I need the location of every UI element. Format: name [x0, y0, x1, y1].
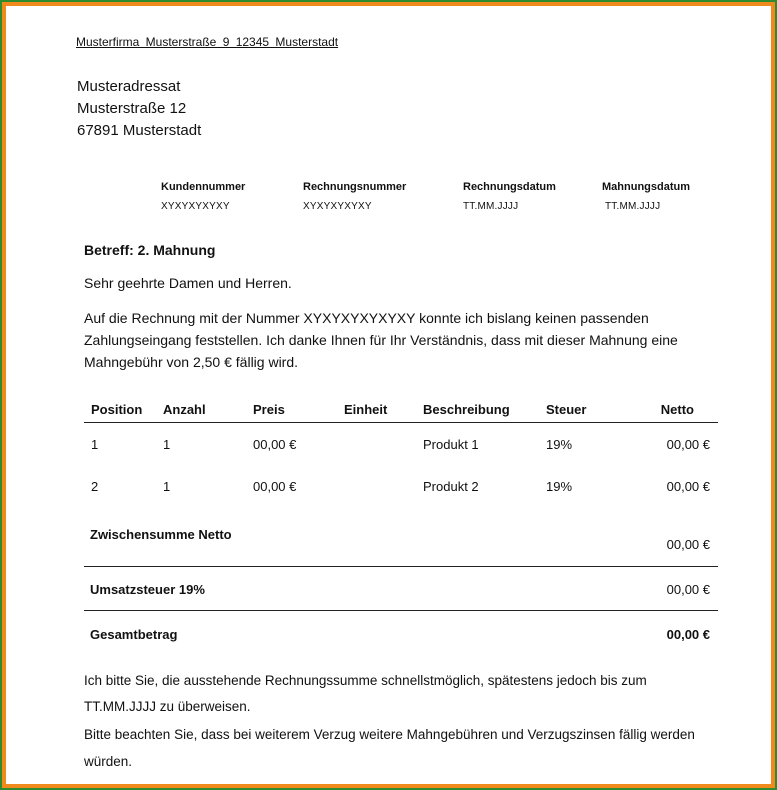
col-header-net: Netto — [660, 402, 694, 417]
invoice-date-value: TT.MM.JJJJ — [463, 201, 519, 212]
cell-tax: 19% — [546, 437, 573, 452]
reminder-date-label: Mahnungsdatum — [602, 181, 690, 193]
col-header-unit: Einheit — [344, 402, 388, 417]
total-label: Gesamtbetrag — [90, 627, 178, 642]
col-header-quantity: Anzahl — [163, 402, 206, 417]
col-header-position: Position — [91, 402, 143, 417]
cell-tax: 19% — [546, 479, 573, 494]
vat-label: Umsatzsteuer 19% — [90, 582, 205, 597]
cell-net: 00,00 € — [666, 479, 710, 494]
subtotal-label: Zwischensumme Netto — [90, 527, 232, 542]
subtotal-value: 00,00 € — [666, 537, 710, 552]
subject: Betreff: 2. Mahnung — [84, 242, 216, 258]
closing-paragraph-1: Ich bitte Sie, die ausstehende Rechnungssumme schnellstmöglich, spätestens jedoch bis zum TT.MM.JJJJ zu überweisen. — [84, 673, 647, 714]
subtotal-divider — [84, 566, 718, 567]
recipient-street: Musterstraße 12 — [77, 100, 187, 117]
vat-value: 00,00 € — [666, 582, 710, 597]
customer-number-value: XYXYXYXYXY — [161, 201, 230, 212]
col-header-price: Preis — [253, 402, 285, 417]
sender-line: Musterfirma Musterstraße 9 12345 Musterstadt — [76, 35, 339, 49]
cell-price: 00,00 € — [253, 437, 297, 452]
recipient-name: Musteradressat — [77, 78, 181, 95]
customer-number-label: Kundennummer — [161, 181, 246, 193]
cell-description: Produkt 2 — [423, 479, 479, 494]
cell-net: 00,00 € — [666, 437, 710, 452]
table-header-divider — [84, 422, 718, 423]
col-header-tax: Steuer — [546, 402, 587, 417]
reminder-date-value: TT.MM.JJJJ — [605, 201, 661, 212]
cell-description: Produkt 1 — [423, 437, 479, 452]
closing-paragraph-2: Bitte beachten Sie, dass bei weiterem Verzug weitere Mahngebühren und Verzugszinsen fällig werden würden. — [84, 727, 695, 769]
body-paragraph: Auf die Rechnung mit der Nummer XYXYXYXYXYXY konnte ich bislang keinen passenden Zahlungseingang feststellen. Ich danke Ihnen für Ihr Verständnis, dass mit dieser Mahnung eine Mahngebühr von 2,50 € fällig wird. — [84, 310, 678, 370]
invoice-number-label: Rechnungsnummer — [303, 181, 407, 193]
vat-divider — [84, 610, 718, 611]
cell-position: 2 — [91, 479, 99, 494]
cell-position: 1 — [91, 437, 99, 452]
cell-price: 00,00 € — [253, 479, 297, 494]
col-header-description: Beschreibung — [423, 402, 510, 417]
invoice-date-label: Rechnungsdatum — [463, 181, 556, 193]
total-value: 00,00 € — [666, 627, 710, 642]
cell-quantity: 1 — [163, 479, 171, 494]
invoice-number-value: XYXYXYXYXY — [303, 201, 372, 212]
recipient-city: 67891 Musterstadt — [77, 122, 202, 139]
greeting: Sehr geehrte Damen und Herren. — [84, 275, 292, 291]
cell-quantity: 1 — [163, 437, 171, 452]
